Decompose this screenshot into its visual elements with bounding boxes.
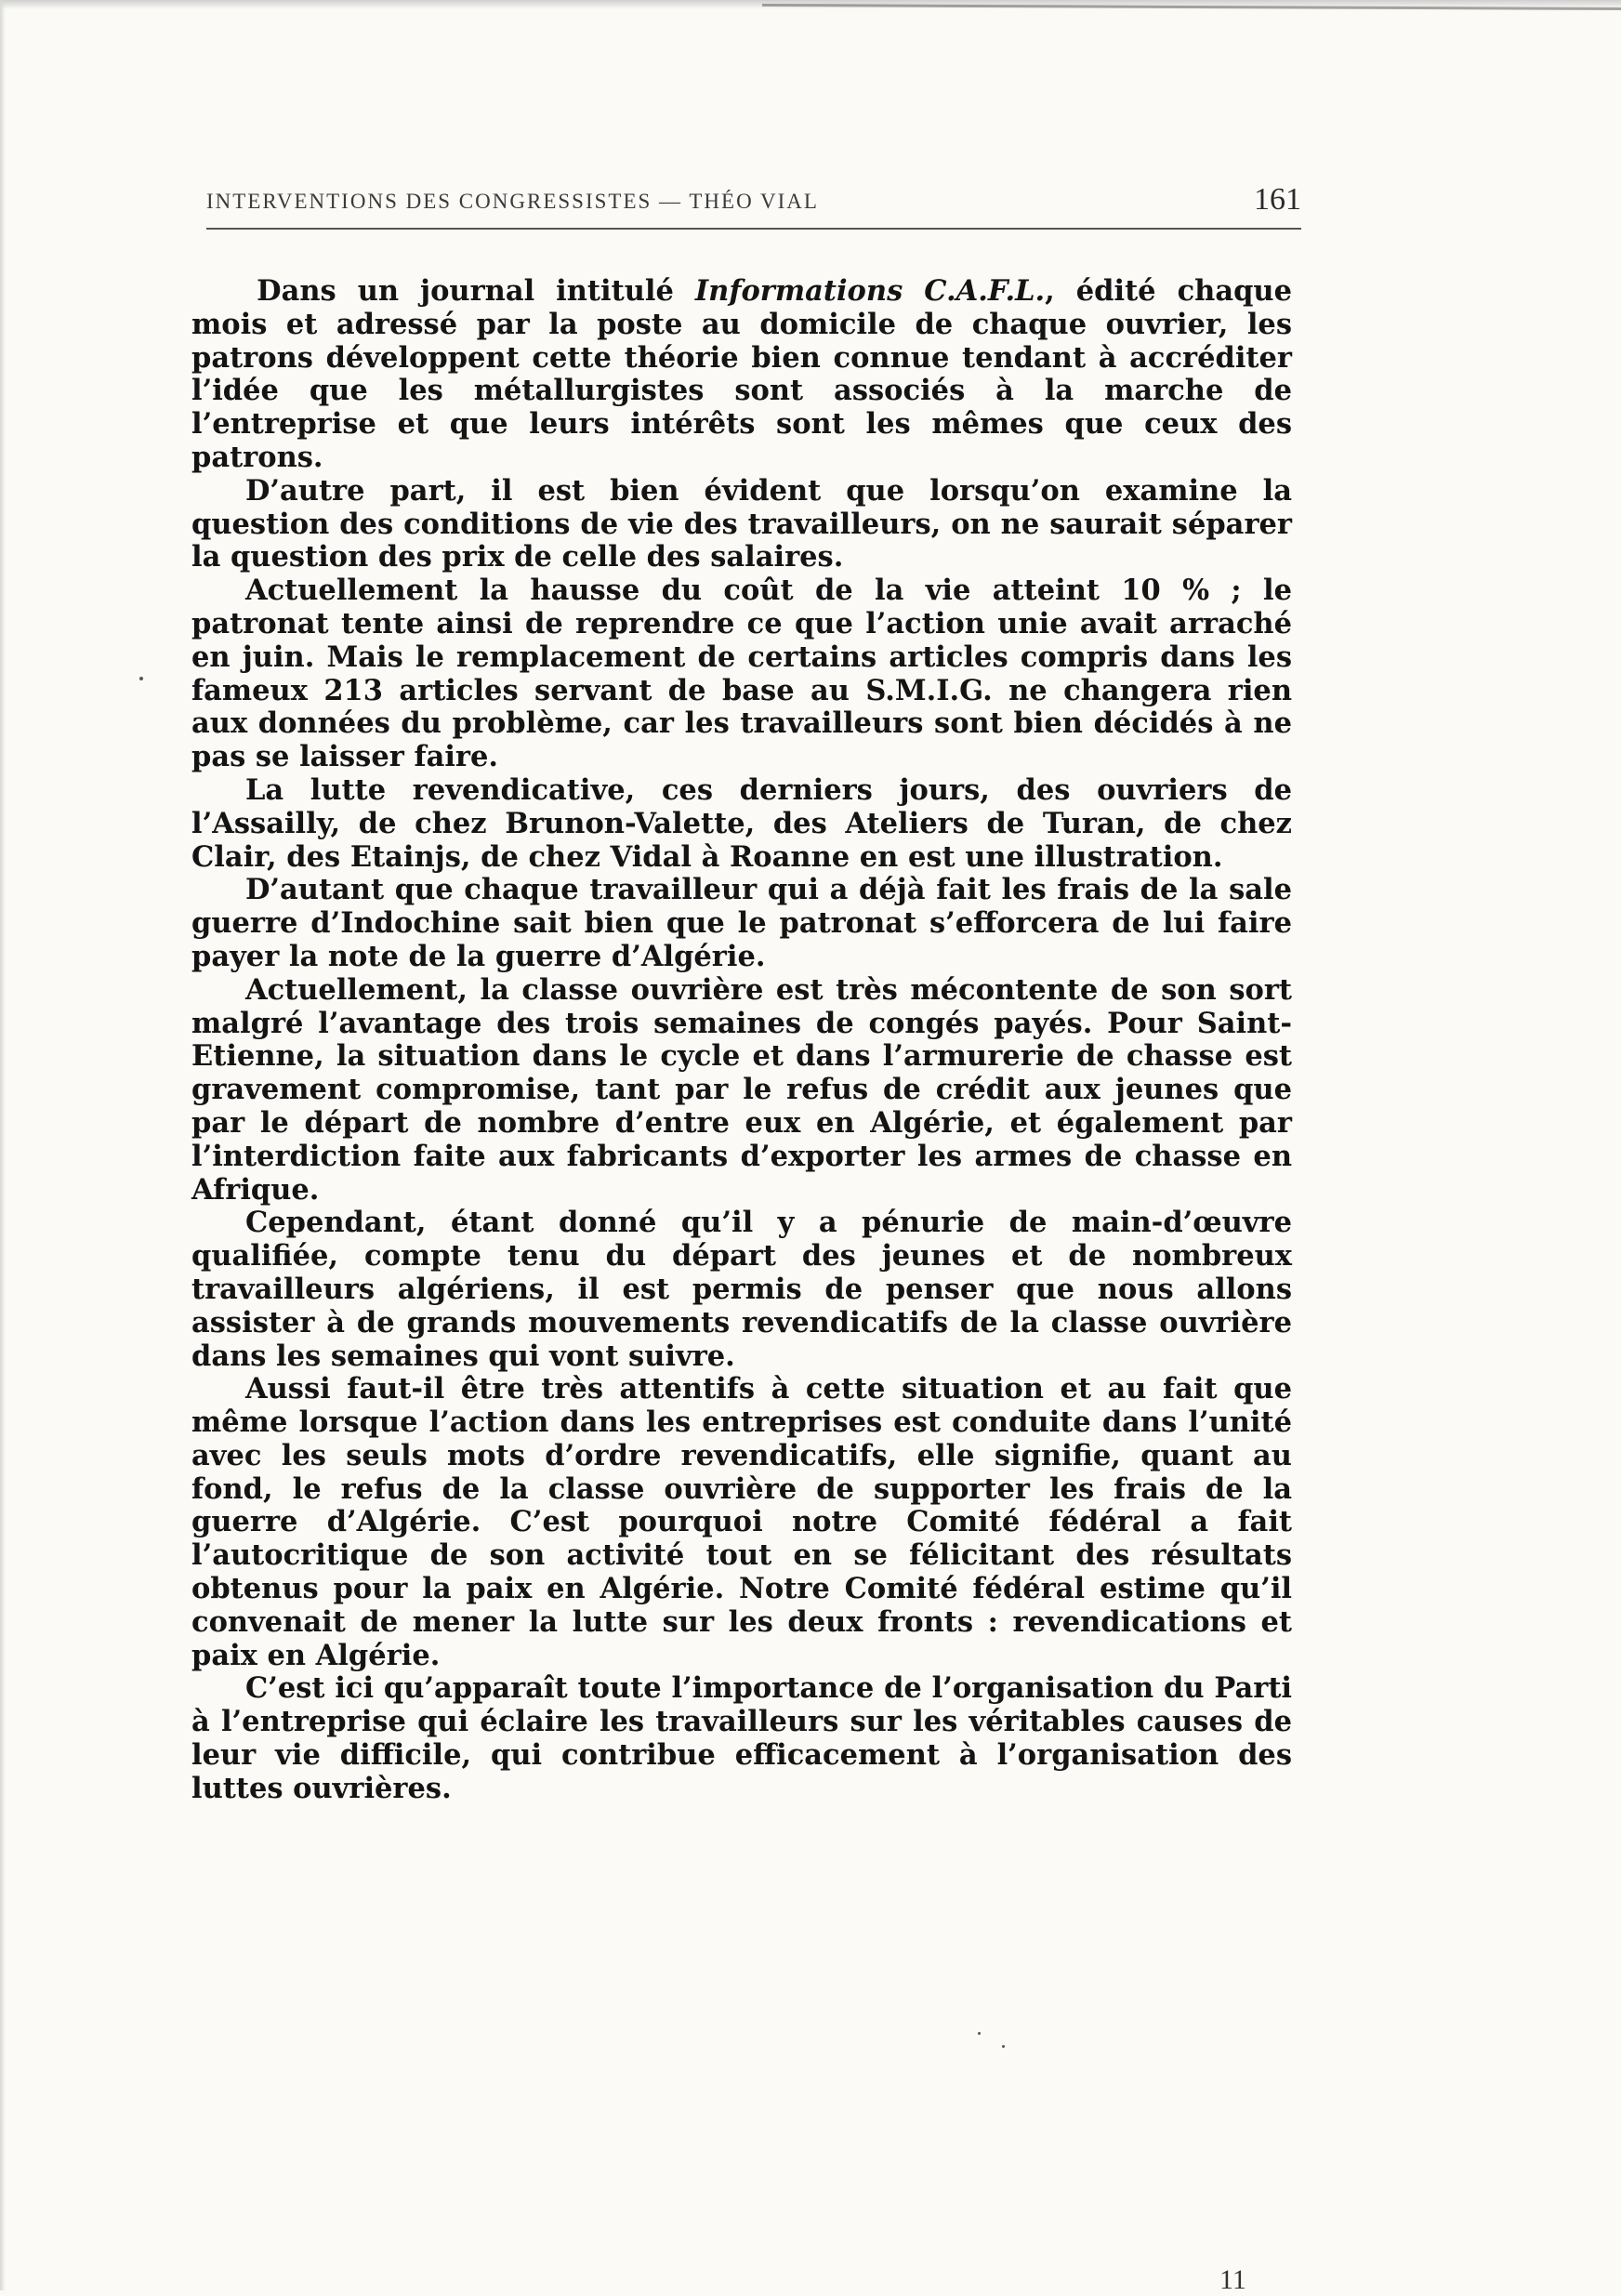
- paragraph-3: Actuellement la hausse du coût de la vie atteint 10 % ; le patronat tente ainsi de reprendre ce que l’action unie avait arraché en juin. Mais le remplacement de certains articles compris dans les fameux 213 articles servant de base au S.M.I.G. ne changera rien aux données du problème, car les travailleurs sont bien décidés à ne pas se laisser faire.: [191, 574, 1292, 774]
- scan-speck: [139, 677, 143, 680]
- scan-left-edge: [0, 0, 6, 2290]
- scan-speck: [978, 2032, 981, 2035]
- paragraph-1: [191, 275, 1292, 475]
- paragraph-1-lead: Dans un journal intitulé: [257, 274, 695, 308]
- journal-title: Informations C.A.F.L.: [694, 274, 1046, 308]
- paragraph-8: Aussi faut-il être très attentifs à cette situation et au fait que même lorsque l’action dans les entreprises est conduite dans l’unité avec les seuls mots d’ordre revendicatifs, elle signifie, quant au fond, le refus de la classe ouvrière de supporter les frais de la guerre d’Algérie. C’est pourquoi notre Comité fédéral a fait l’autocritique de son activité tout en se félicitant des résultats obtenus pour la paix en Algérie. Notre Comité fédéral estime qu’il convenait de mener la lutte sur les deux fronts : revendications et paix en Algérie.: [191, 1372, 1292, 1672]
- paragraph-9: C’est ici qu’apparaît toute l’importance de l’organisation du Parti à l’entreprise qui éclaire les travailleurs sur les véritables causes de leur vie difficile, qui contribue efficacement à l’organisation des luttes ouvrières.: [191, 1671, 1292, 1805]
- paragraph-6: Actuellement, la classe ouvrière est très mécontente de son sort malgré l’avantage des trois semaines de congés payés. Pour Saint-Etienne, la situation dans le cycle et dans l’armurerie de chasse est gravement compromise, tant par le refus de crédit aux jeunes que par le départ de nombre d’entre eux en Algérie, et également par l’interdiction faite aux fabricants d’exporter les armes de chasse en Afrique.: [191, 972, 1292, 1207]
- scan-speck: [1002, 2045, 1005, 2048]
- paragraph-5: D’autant que chaque travailleur qui a déjà fait les frais de la sale guerre d’Indochine sait bien que le patronat s’efforcera de lui faire payer la note de la guerre d’Algérie.: [191, 873, 1292, 973]
- paragraph-2: D’autre part, il est bien évident que lorsqu’on examine la question des conditions de vie des travailleurs, on ne saurait séparer la question des prix de celle des salaires.: [191, 473, 1292, 574]
- running-head: [206, 182, 1301, 219]
- paragraph-4: La lutte revendicative, ces derniers jours, des ouvriers de l’Assailly, de chez Brunon-Valette, des Ateliers de Turan, de chez Clair, des Etainjs, de chez Vidal à Roanne en est une illustration.: [191, 772, 1292, 874]
- body-text: [191, 275, 1292, 1806]
- signature-mark: 11: [1219, 2264, 1246, 2295]
- page-number: 161: [1254, 182, 1301, 217]
- paragraph-7: Cependant, étant donné qu’il y a pénurie de main-d’œuvre qualifiée, compte tenu du départ des jeunes et de nombreux travailleurs algériens, il est permis de penser que nous allons assister à de grands mouvements revendicatifs de la classe ouvrière dans les semaines qui vont suivre.: [191, 1206, 1292, 1373]
- running-title: INTERVENTIONS DES CONGRESSISTES — THÉO VIAL: [206, 190, 819, 213]
- paragraph-1-rest: , édité chaque mois et adressé par la poste au domicile de chaque ouvrier, les patrons développent cette théorie bien connue tendant à accréditer l’idée que les métallurgistes sont associés à la marche de l’entreprise et que leurs intérêts sont les mêmes que ceux des patrons.: [191, 274, 1292, 474]
- header-rule: [206, 228, 1301, 230]
